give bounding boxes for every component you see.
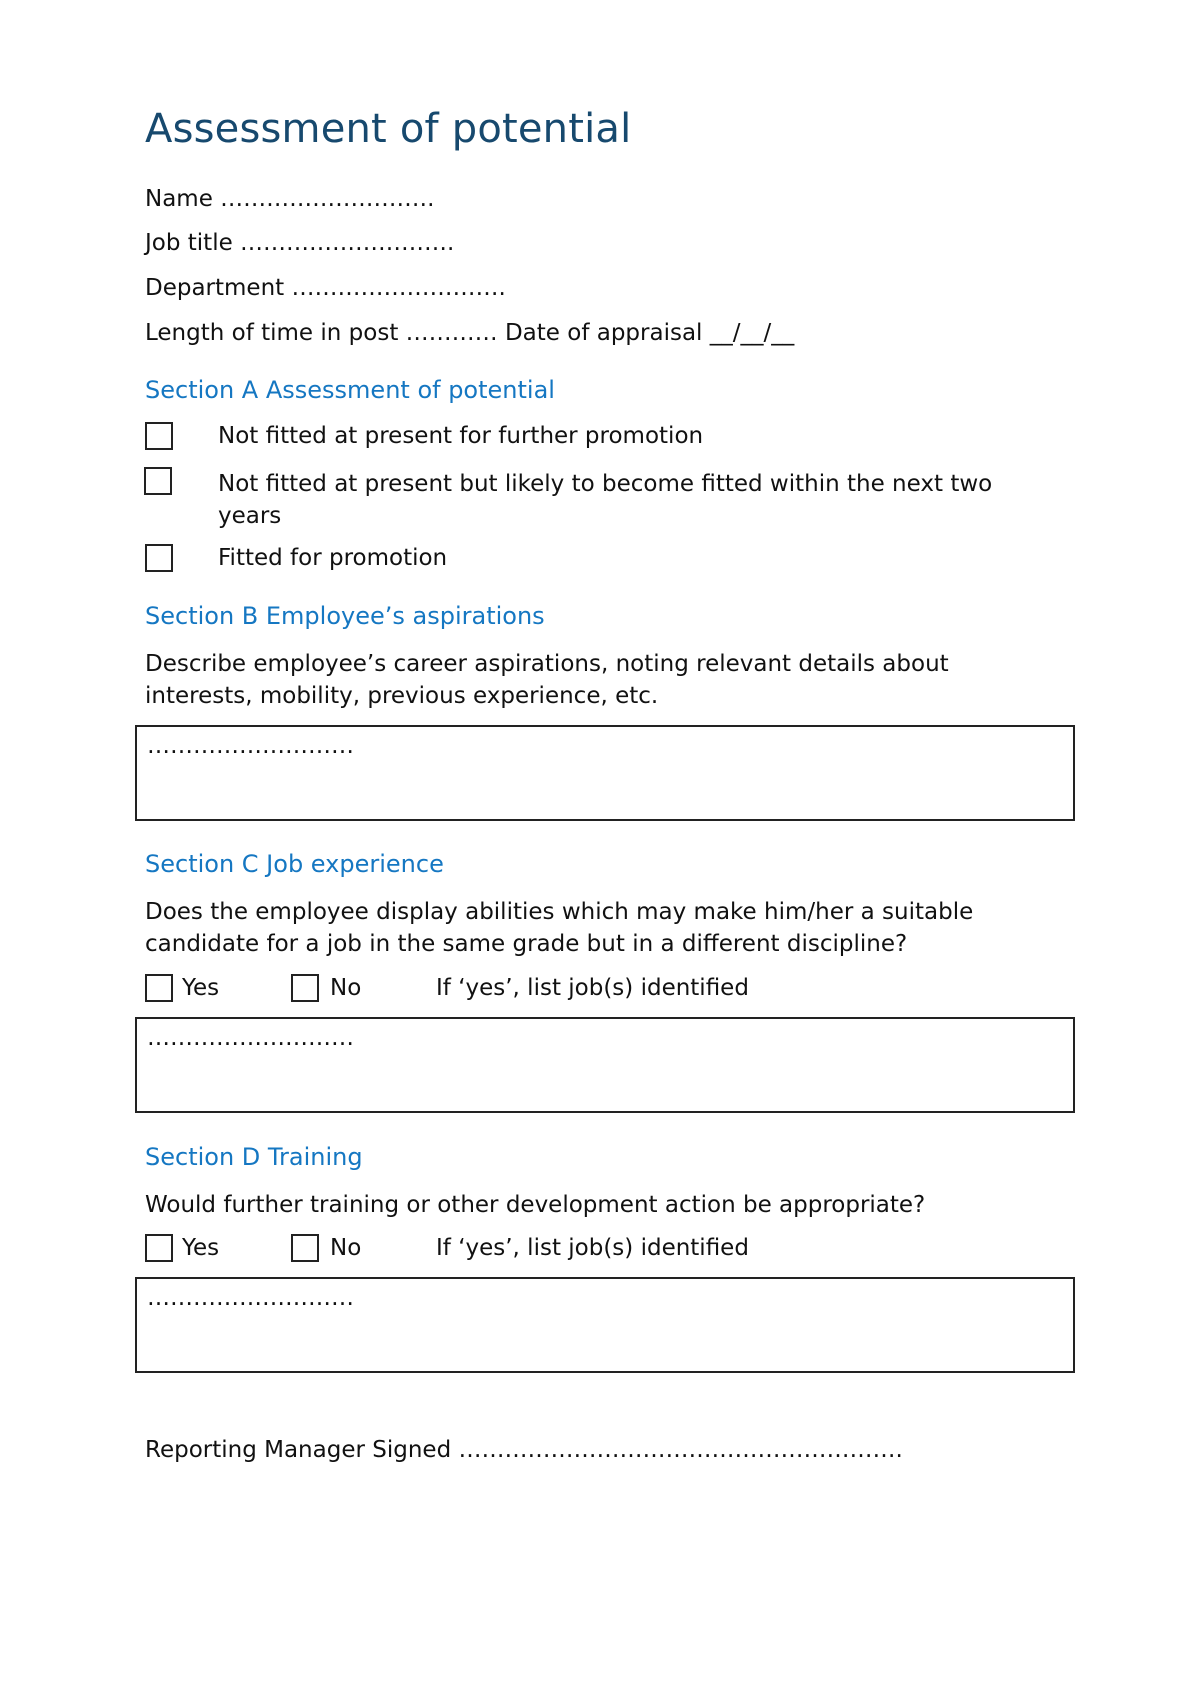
section-d-no-checkbox[interactable]	[291, 1234, 319, 1262]
section-d-answer-box[interactable]	[135, 1277, 1075, 1373]
page-title: Assessment of potential	[145, 106, 632, 152]
section-a-option-1-label: Not fitted at present for further promotion	[218, 423, 704, 449]
section-b-heading: Section B Employee’s aspirations	[145, 602, 545, 630]
job-title-field[interactable]: Job title ……………………….	[145, 230, 455, 256]
section-a-option-1-checkbox[interactable]	[145, 422, 173, 450]
section-d-no-label: No	[330, 1235, 362, 1261]
section-c-yes-label: Yes	[182, 975, 220, 1001]
length-and-date-field[interactable]: Length of time in post ………… Date of appraisal __/__/__	[145, 320, 795, 346]
section-d-question: Would further training or other development action be appropriate?	[145, 1192, 926, 1218]
section-c-heading: Section C Job experience	[145, 850, 444, 878]
section-a-option-2-checkbox[interactable]	[144, 467, 172, 495]
section-c-answer-box[interactable]	[135, 1017, 1075, 1113]
section-a-heading: Section A Assessment of potential	[145, 376, 555, 404]
section-a-option-2-label: Not fitted at present but likely to become fitted within the next two years	[218, 471, 993, 529]
section-d-if-yes-label: If ‘yes’, list job(s) identified	[436, 1235, 749, 1261]
section-b-answer-box[interactable]	[135, 725, 1075, 821]
section-d-answer-dots: ………………………	[147, 1285, 354, 1311]
department-field[interactable]: Department ……………………….	[145, 275, 506, 301]
section-c-question: Does the employee display abilities which may make him/her a suitable candidate for a job in the same grade but in a different discipline?	[145, 899, 974, 957]
section-c-yes-checkbox[interactable]	[145, 974, 173, 1002]
reporting-manager-signature[interactable]: Reporting Manager Signed ………………………………………………….	[145, 1437, 903, 1463]
section-c-no-checkbox[interactable]	[291, 974, 319, 1002]
section-d-yes-checkbox[interactable]	[145, 1234, 173, 1262]
section-c-if-yes-label: If ‘yes’, list job(s) identified	[436, 975, 749, 1001]
section-a-option-3-checkbox[interactable]	[145, 544, 173, 572]
name-field[interactable]: Name ……………………….	[145, 186, 435, 212]
section-a-option-3-label: Fitted for promotion	[218, 545, 448, 571]
section-d-heading: Section D Training	[145, 1143, 363, 1171]
section-c-answer-dots: ………………………	[147, 1025, 354, 1051]
section-c-no-label: No	[330, 975, 362, 1001]
section-b-description: Describe employee’s career aspirations, noting relevant details about interests, mobility, previous experience, etc.	[145, 651, 949, 709]
section-b-answer-dots: ………………………	[147, 733, 354, 759]
section-d-yes-label: Yes	[182, 1235, 220, 1261]
